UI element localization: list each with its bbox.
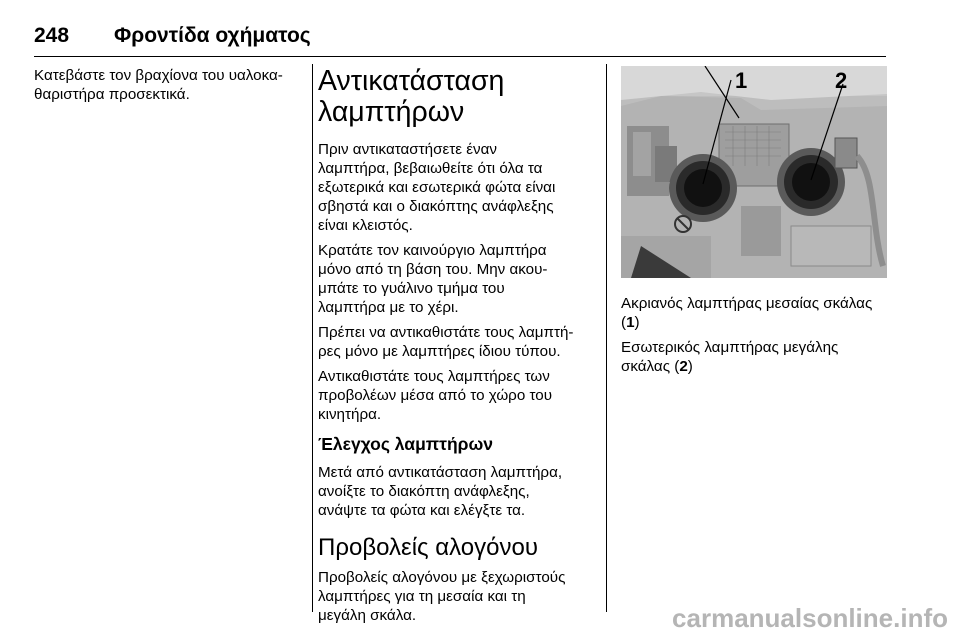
caption-item-1 [621, 294, 887, 332]
caption-item-1-text: Ακριανός λαμπτήρας μεσαίας σκάλας ( [621, 295, 873, 331]
caption-item-1-number: 1 [626, 314, 635, 331]
paragraph: Πρέπει να αντικαθιστάτε τους λαμπτή- ρες μόνο με λαμπτήρες ίδιου τύπου. [318, 324, 574, 360]
caption-item-2-number: 2 [679, 358, 688, 375]
middle-column [318, 66, 598, 631]
wiper-arm-text: Κατεβάστε τον βραχίονα του υαλοκα- θαριστήρα προσεκτικά. [34, 67, 283, 103]
left-column [34, 66, 304, 104]
page-header [34, 22, 886, 57]
bulb-replacement-title: Αντικατάσταση λαμπτήρων [318, 65, 505, 128]
paragraph: Κρατάτε τον καινούργιο λαμπτήρα μόνο από τη βάση του. Μην ακου- μπάτε το γυάλινο τμήμα του λαμπτήρα με το χέρι. [318, 242, 548, 316]
caption-item-2-close: ) [687, 358, 693, 375]
caption-item-2 [621, 338, 887, 376]
site-watermark: carmanualsonline.info [672, 603, 948, 633]
figure-caption [621, 294, 887, 382]
caption-item-1-close: ) [634, 314, 640, 331]
halogen-headlights-text: Προβολείς αλογόνου με ξεχωριστούς λαμπτήρες για τη μεσαία και τη μεγάλη σκάλα. [318, 569, 566, 624]
headlight-illustration [621, 66, 887, 278]
bulb-check-text: Μετά από αντικατάσταση λαμπτήρα, ανοίξτε το διακόπτη ανάφλεξης, ανάψτε τα φώτα και ελέγξτε τα. [318, 464, 563, 519]
callout-label-1: 1 [735, 68, 748, 93]
halogen-headlights-title: Προβολείς αλογόνου [318, 534, 538, 561]
paragraph: Πριν αντικαταστήσετε έναν λαμπτήρα, βεβαιωθείτε ότι όλα τα εξωτερικά και εσωτερικά φώτα είναι σβηστά και ο διακόπτης ανάφλεξης είναι κλειστός. [318, 141, 556, 234]
callout-label-2: 2 [835, 68, 848, 93]
bulb-check-heading: Έλεγχος λαμπτήρων [318, 434, 494, 454]
column-divider [312, 64, 313, 612]
running-title: Φροντίδα οχήματος [114, 24, 311, 47]
paragraph: Αντικαθιστάτε τους λαμπτήρες των προβολέων μέσα από το χώρο του κινητήρα. [318, 368, 553, 423]
caption-item-2-text: Εσωτερικός λαμπτήρας μεγάλης σκάλας ( [621, 339, 839, 375]
page-number: 248 [34, 24, 70, 47]
headlight-bulbs-figure [621, 66, 887, 278]
column-divider [606, 64, 607, 612]
